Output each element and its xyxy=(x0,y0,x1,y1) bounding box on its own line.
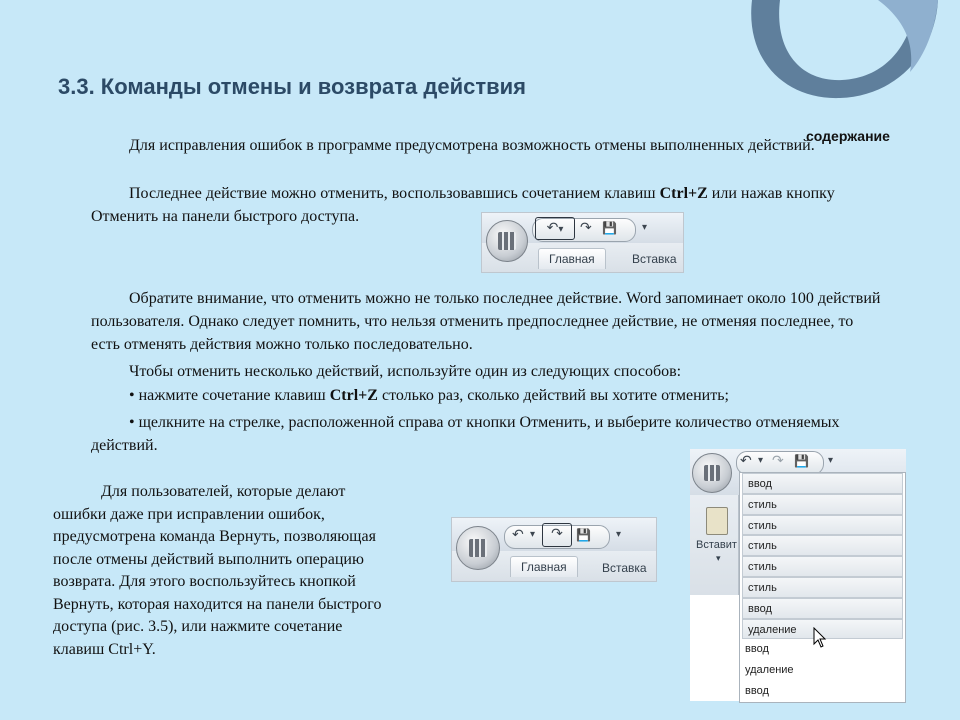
paragraph-multiple-undo: Чтобы отменить несколько действий, используйте один из следующих способов: xyxy=(129,363,682,380)
customize-arrow-icon-2[interactable]: ▾ xyxy=(828,455,834,466)
undo-list-item[interactable]: стиль xyxy=(742,535,903,556)
bullet-arrow-list: • щелкните на стрелке, расположенной справа от кнопки Отменить, и выберите количество отменяемых действий. xyxy=(91,414,840,454)
undo-icon-2[interactable]: ↶ xyxy=(740,453,752,469)
customize-arrow-icon[interactable]: ▾ xyxy=(642,222,648,233)
undo-list-item[interactable]: стиль xyxy=(742,494,903,515)
undo-list-item[interactable]: стиль xyxy=(742,515,903,536)
save-icon[interactable]: 💾 xyxy=(602,221,617,235)
redo-text-line: клавиш Ctrl+Y. xyxy=(53,640,156,658)
redo-text-line: доступа (рис. 3.5), или нажмите сочетание xyxy=(53,618,343,635)
undo-history-list[interactable] xyxy=(739,472,906,703)
paste-button[interactable]: Вставит xyxy=(696,539,737,551)
undo-button[interactable] xyxy=(535,217,575,240)
redo-text-line: ошибки даже при исправлении ошибок, xyxy=(53,505,325,523)
tab-home[interactable]: Главная xyxy=(538,248,606,269)
undo-list-item[interactable]: ввод xyxy=(745,643,769,656)
redo-icon-2[interactable]: ↷ xyxy=(772,453,784,469)
tab-insert-2[interactable]: Вставка xyxy=(602,561,647,575)
tab-home-2[interactable]: Главная xyxy=(510,556,578,577)
clipboard-icon xyxy=(706,507,728,535)
paste-dropdown-icon[interactable]: ▾ xyxy=(716,553,721,563)
undo-icon-3[interactable]: ↶ xyxy=(512,527,524,543)
dropdown-arrow-icon-2[interactable]: ▾ xyxy=(758,455,764,466)
undo-list-item[interactable]: ввод xyxy=(742,473,903,494)
page-title: 3.3. Команды отмены и возврата действия xyxy=(58,74,527,99)
shortcut-ctrl-z-2: Ctrl+Z xyxy=(329,387,378,404)
save-icon-3[interactable]: 💾 xyxy=(576,528,591,542)
redo-button[interactable] xyxy=(542,523,572,547)
undo-icon: ↶ xyxy=(546,220,559,236)
undo-list-item[interactable]: ввод xyxy=(742,598,903,619)
redo-icon-3: ↷ xyxy=(551,526,563,542)
redo-text-line: Для пользователей, которые делают xyxy=(101,483,346,500)
figure-undo-toolbar xyxy=(481,212,684,273)
save-icon-2[interactable]: 💾 xyxy=(794,454,809,468)
redo-text-line: возврата. Для этого воспользуйтесь кнопкой xyxy=(53,573,356,590)
customize-arrow-icon-3[interactable]: ▾ xyxy=(616,529,622,540)
toc-link[interactable]: содержание xyxy=(806,128,890,144)
undo-list-item[interactable]: ввод xyxy=(745,684,769,697)
shortcut-ctrl-z: Ctrl+Z xyxy=(659,185,708,202)
paragraph-undo-intro: Для исправления ошибок в программе предусмотрена возможность отмены выполненных действий. xyxy=(129,137,815,154)
paragraph-undo-history: Обратите внимание, что отменить можно не только последнее действие. Word запоминает около 100 действий пользователя. Однако следует помнить, что нельзя отменить предпоследнее действие, не отменяя последнее, то есть отменять действия можно только последовательно. xyxy=(91,290,881,353)
redo-text-line: после отмены действий выполнить операцию xyxy=(53,550,364,568)
decorative-ribbon xyxy=(690,0,960,110)
undo-list-item[interactable]: удаление xyxy=(742,619,903,640)
redo-icon[interactable]: ↷ xyxy=(580,220,592,236)
figure-redo-toolbar xyxy=(451,517,657,582)
paragraph-undo-shortcut: Последнее действие можно отменить, воспользовавшись сочетанием клавиш Ctrl+Z или нажав кнопку Отменить на панели быстрого доступа. xyxy=(91,185,835,225)
paragraph-redo xyxy=(53,481,448,661)
dropdown-arrow-icon: ▾ xyxy=(558,224,564,235)
bullet-repeat-shortcut: • нажмите сочетание клавиш Ctrl+Z столько раз, сколько действий вы хотите отменить; xyxy=(129,387,729,404)
dropdown-arrow-icon-3[interactable]: ▾ xyxy=(530,529,536,540)
tab-insert[interactable]: Вставка xyxy=(632,252,677,266)
redo-text-line: Вернуть, которая находится на панели быстрого xyxy=(53,595,382,613)
undo-list-item[interactable]: удаление xyxy=(745,664,794,677)
undo-list-item[interactable]: стиль xyxy=(742,577,903,598)
redo-text-line: предусмотрена команда Вернуть, позволяющая xyxy=(53,528,376,545)
arrow-cursor-icon xyxy=(813,627,827,649)
undo-list-item[interactable]: стиль xyxy=(742,556,903,577)
